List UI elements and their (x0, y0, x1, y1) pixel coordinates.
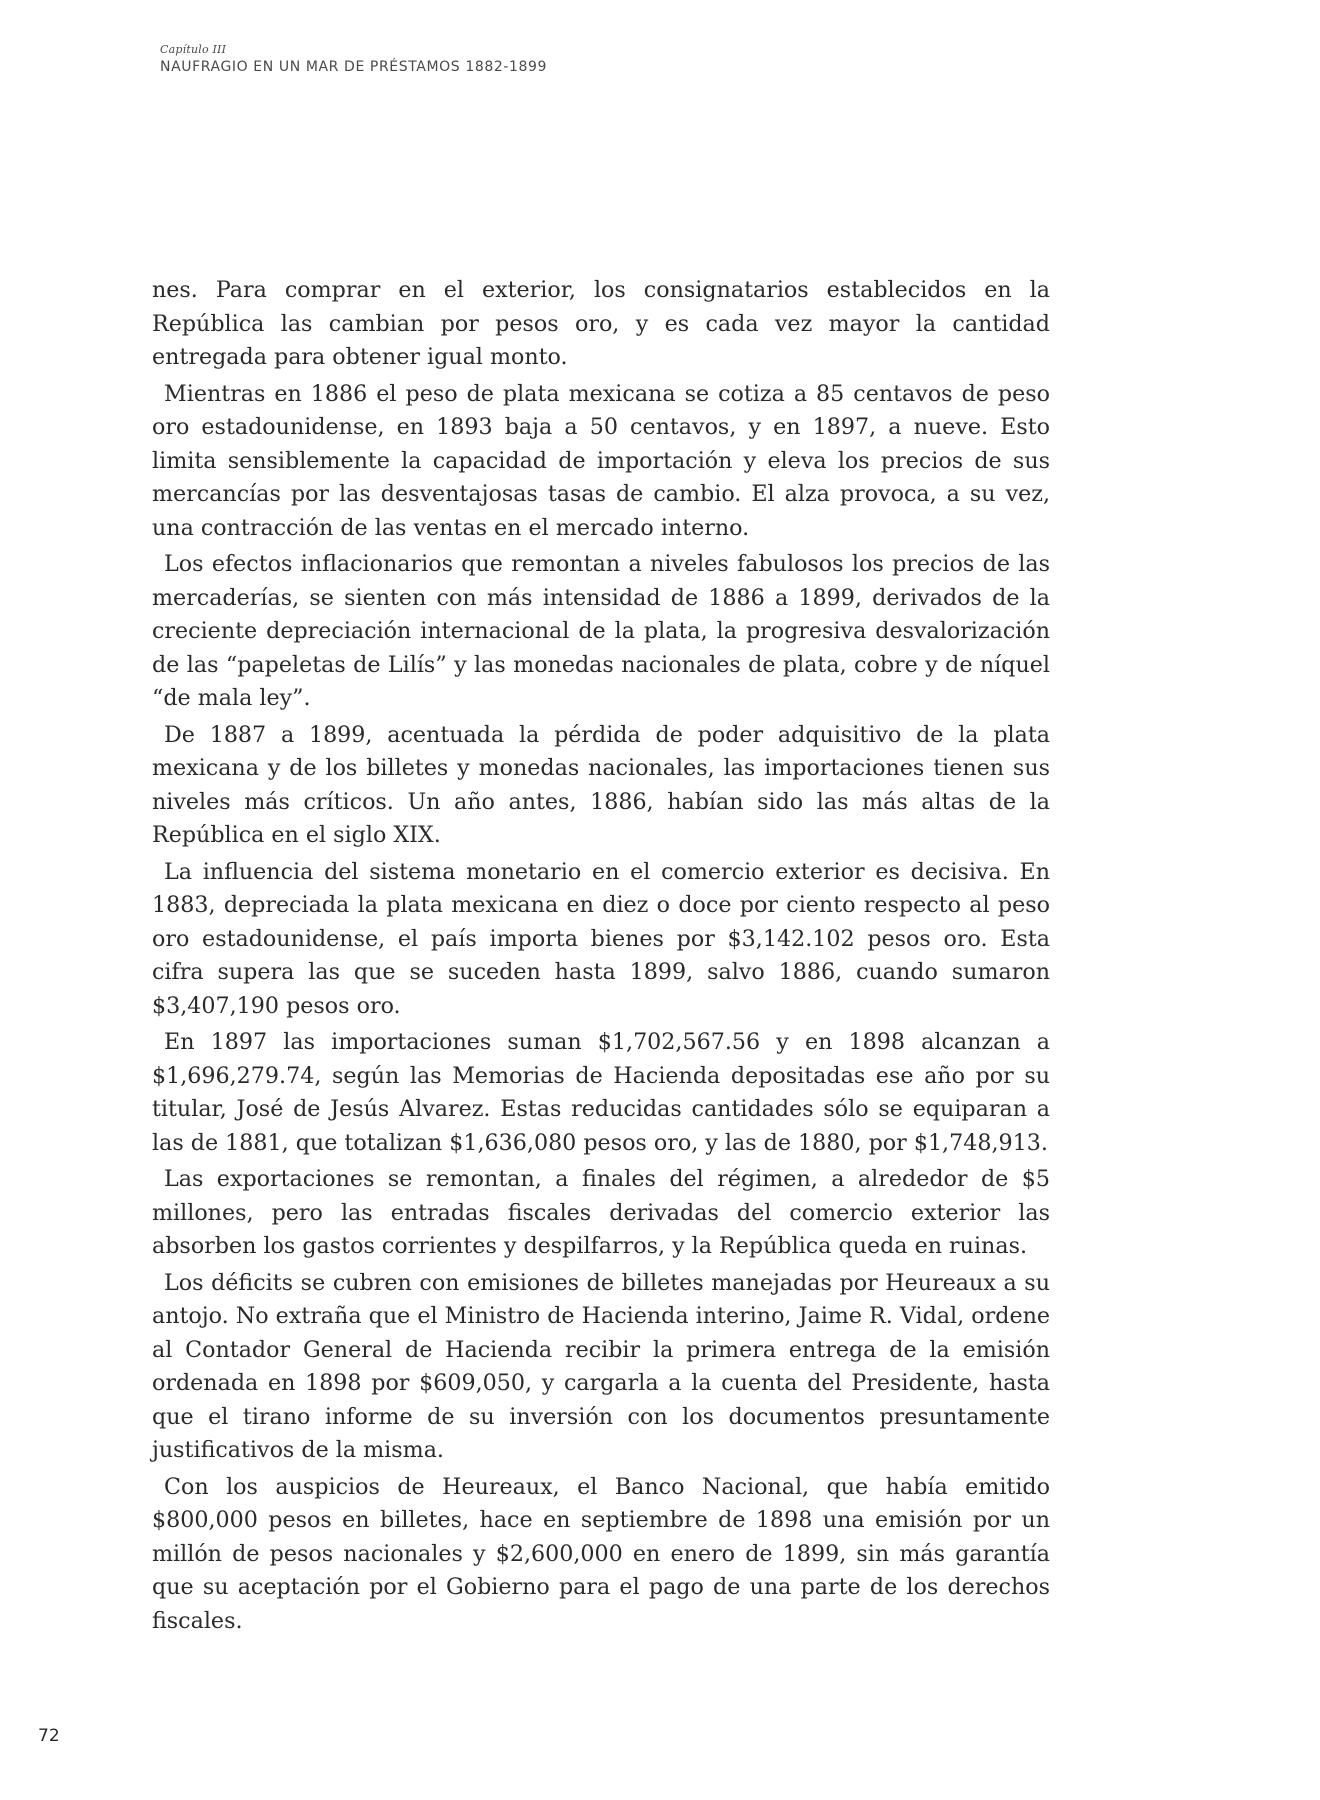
paragraph-5: La influencia del sistema monetario en el comercio exterior es decisiva. En 1883, depreciada la plata mexicana en diez o doce por ciento respecto al peso oro estadounidense, el país importa bienes por $3,142.102 pesos oro. Esta cifra supera las que se suceden hasta 1899, salvo 1886, cuando sumaron $3,407,190 pesos oro. (152, 858, 1050, 1019)
paragraph-4: De 1887 a 1899, acentuada la pérdida de poder adquisitivo de la plata mexicana y de los billetes y monedas nacionales, las importaciones tienen sus niveles más críticos. Un año antes, 1886, habían sido las más altas de la República en el siglo XIX. (152, 721, 1050, 848)
body-text (152, 274, 1050, 1641)
paragraph-9: Con los auspicios de Heureaux, el Banco Nacional, que había emitido $800,000 pesos en billetes, hace en septiembre de 1898 una emisión por un millón de pesos nacionales y $2,600,000 en enero de 1899, sin más garantía que su aceptación por el Gobierno para el pago de una parte de los derechos fiscales. (152, 1473, 1050, 1634)
paragraph-1: nes. Para comprar en el exterior, los consignatarios establecidos en la República las cambian por pesos oro, y es cada vez mayor la cantidad entregada para obtener igual monto. (152, 277, 1050, 370)
paragraph-2: Mientras en 1886 el peso de plata mexicana se cotiza a 85 centavos de peso oro estadounidense, en 1893 baja a 50 centavos, y en 1897, a nueve. Esto limita sensiblemente la capacidad de importación y eleva los precios de sus mercancías por las desventajosas tasas de cambio. El alza provoca, a su vez, una contracción de las ventas en el mercado interno. (152, 380, 1050, 541)
paragraph-7: Las exportaciones se remontan, a finales del régimen, a alrededor de $5 millones, pero las entradas fiscales derivadas del comercio exterior las absorben los gastos corrientes y despilfarros, y la República queda en ruinas. (152, 1166, 1050, 1259)
running-header (160, 42, 547, 76)
page-number: 72 (38, 1726, 60, 1746)
chapter-label: Capítulo III (160, 43, 227, 56)
chapter-title: NAUFRAGIO EN UN MAR DE PRÉSTAMOS 1882-1899 (160, 59, 548, 75)
paragraph-8: Los déficits se cubren con emisiones de billetes manejadas por Heureaux a su antojo. No extraña que el Ministro de Hacienda interino, Jaime R. Vidal, ordene al Contador General de Hacienda recibir la primera entrega de la emisión ordenada en 1898 por $609,050, y cargarla a la cuenta del Presidente, hasta que el tirano informe de su inversión con los documentos presuntamente justificativos de la misma. (152, 1269, 1050, 1463)
paragraph-3: Los efectos inflacionarios que remontan a niveles fabulosos los precios de las mercaderías, se sienten con más intensidad de 1886 a 1899, derivados de la creciente depreciación internacional de la plata, la progresiva desvalorización de las “papeletas de Lilís” y las monedas nacionales de plata, cobre y de níquel “de mala ley”. (152, 551, 1050, 711)
paragraph-6: En 1897 las importaciones suman $1,702,567.56 y en 1898 alcanzan a $1,696,279.74, según las Memorias de Hacienda depositadas ese año por su titular, José de Jesús Alvarez. Estas reducidas cantidades sólo se equiparan a las de 1881, que totalizan $1,636,080 pesos oro, y las de 1880, por $1,748,913. (152, 1029, 1050, 1156)
